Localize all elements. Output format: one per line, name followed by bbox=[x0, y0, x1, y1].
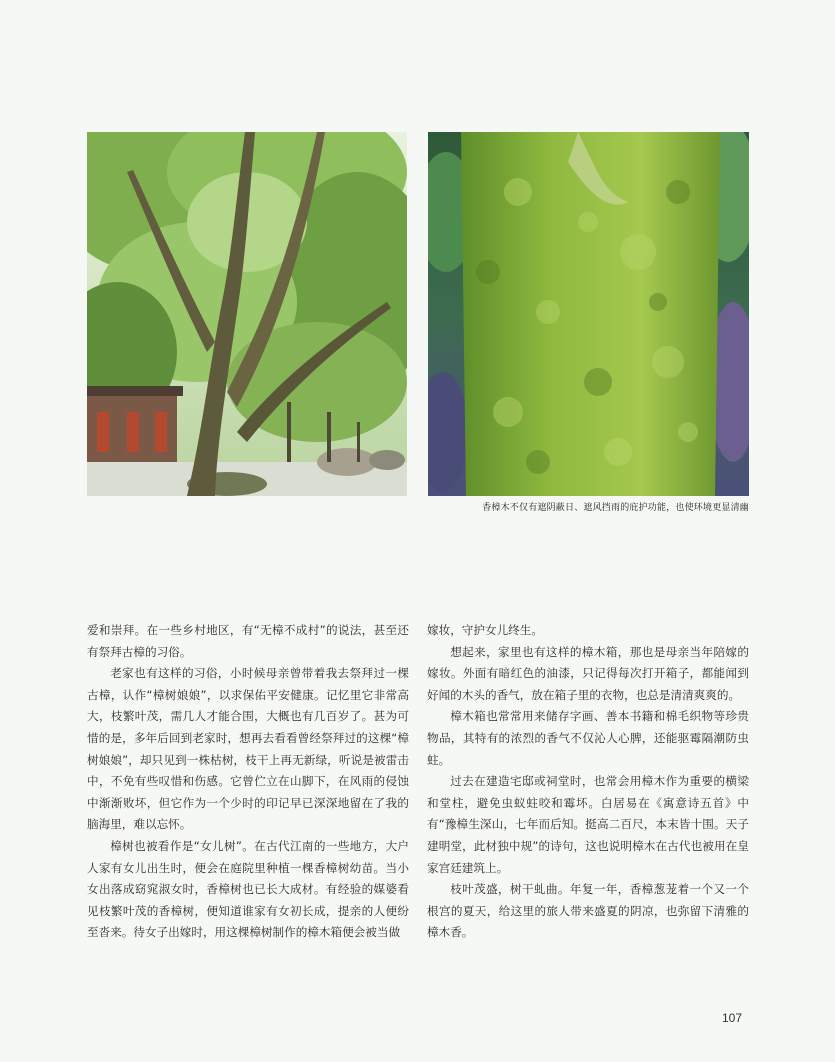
photo-caption: 香樟木不仅有遮阴蔽日、遮风挡雨的庇护功能，也使环境更显清幽 bbox=[482, 503, 749, 513]
paragraph: 过去在建造宅邸或祠堂时，也常会用樟木作为重要的横梁和堂柱，避免虫蚁蛀咬和霉坏。白居易在《寓意诗五首》中有“豫樟生深山，七年而后知。挺高二百尺，本末皆十围。天子建明堂，此材独中规”的诗句，这也说明樟木在古代也被用在皇家宫廷建筑上。 bbox=[427, 774, 749, 875]
paragraph: 嫁妆，守护女儿终生。 bbox=[427, 623, 543, 637]
article-column-left bbox=[87, 620, 409, 944]
camphor-tree-garden-photo bbox=[87, 132, 407, 496]
paragraph: 老家也有这样的习俗，小时候母亲曾带着我去祭拜过一棵古樟，认作“樟树娘娘”，以求保佑平安健康。记忆里它非常高大，枝繁叶茂，需几人才能合围，大概也有几百岁了。甚为可惜的是，多年后回到老家时，想再去看看曾经祭拜过的这棵“樟树娘娘”，却只见到一株枯树，枝干上再无新绿，听说是被雷击中，不免有些叹惜和伤感。它曾伫立在山脚下，在风雨的侵蚀中渐渐败坏，但它作为一个少时的印记早已深深地留在了我的脑海里，难以忘怀。 bbox=[87, 666, 409, 832]
paragraph: 想起来，家里也有这样的樟木箱，那也是母亲当年陪嫁的嫁妆。外面有暗红色的油漆，只记得每次打开箱子，都能闻到好闻的木头的香气，放在箱子里的衣物，也总是清清爽爽的。 bbox=[427, 644, 749, 702]
page-number: 107 bbox=[722, 1011, 743, 1025]
article-column-right bbox=[427, 620, 749, 944]
moss-covered-trunk-photo bbox=[428, 132, 749, 496]
paragraph: 枝叶茂盛，树干虬曲。年复一年，香樟葱茏着一个又一个根宫的夏天，给这里的旅人带来盛夏的阴凉，也弥留下清雅的樟木香。 bbox=[427, 882, 749, 940]
paragraph: 樟木箱也常常用来储存字画、善本书籍和棉毛织物等珍贵物品，其特有的浓烈的香气不仅沁人心脾，还能驱霉隔潮防虫蛀。 bbox=[427, 709, 749, 767]
paragraph: 樟树也被看作是“女儿树”。在古代江南的一些地方，大户人家有女儿出生时，便会在庭院里种植一棵香樟树幼苗。当小女出落成窈窕淑女时，香樟树也已长大成材。有经验的媒婆看见枝繁叶茂的香樟树，便知道谁家有女初长成，提亲的人便纷至沓来。待女子出嫁时，用这棵樟树制作的樟木箱便会被当做 bbox=[87, 838, 409, 940]
paragraph: 爱和崇拜。在一些乡村地区，有“无樟不成村”的说法，甚至还有祭拜古樟的习俗。 bbox=[87, 623, 409, 659]
